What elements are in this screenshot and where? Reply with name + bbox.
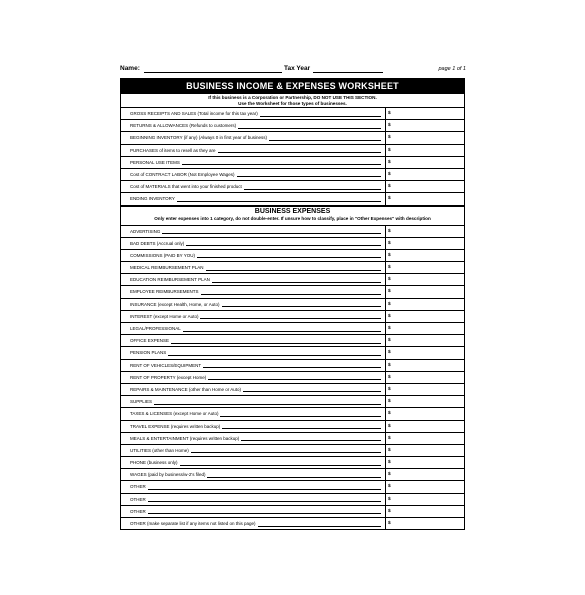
income-row — [121, 145, 464, 157]
dotted-fill-line — [177, 201, 381, 202]
note-line-2: Use the Worksheet for those types of businesses. — [238, 100, 347, 106]
dotted-fill-line — [222, 306, 381, 307]
amount-field[interactable]: $ — [388, 240, 391, 246]
dotted-fill-line — [197, 257, 381, 258]
expense-row — [121, 238, 464, 250]
expense-row-label: MEALS & ENTERTAINMENT (requires written backup) — [121, 433, 386, 444]
income-row — [121, 169, 464, 181]
dotted-fill-line — [183, 331, 381, 332]
amount-field[interactable]: $ — [388, 313, 391, 319]
amount-field[interactable]: $ — [388, 423, 391, 429]
amount-field[interactable]: $ — [388, 184, 391, 190]
expenses-title: BUSINESS EXPENSES — [254, 207, 331, 215]
expense-row-label: INTEREST (except Home or Auto) — [121, 311, 386, 322]
expense-row — [121, 433, 464, 445]
expense-row — [121, 506, 464, 518]
dotted-fill-line — [162, 233, 381, 234]
expense-row-label: INSURANCE (except Health, Home, or Auto) — [121, 299, 386, 310]
amount-field[interactable]: $ — [388, 228, 391, 234]
amount-field[interactable]: $ — [388, 386, 391, 392]
expense-row — [121, 360, 464, 372]
expense-row-label: REPAIRS & MAINTENANCE (other than Home or Auto) — [121, 384, 386, 395]
amount-field[interactable]: $ — [388, 338, 391, 344]
expense-row-label: LEGAL/PROFESSIONAL — [121, 323, 386, 334]
amount-field[interactable]: $ — [388, 508, 391, 514]
amount-field[interactable]: $ — [388, 460, 391, 466]
expense-row — [121, 286, 464, 298]
header-line — [120, 63, 466, 75]
dotted-fill-line — [258, 526, 381, 527]
amount-field[interactable]: $ — [388, 159, 391, 165]
expense-row — [121, 335, 464, 347]
dotted-fill-line — [154, 404, 381, 405]
income-row-label: PURCHASES of items to resell as they are — [121, 145, 386, 156]
expense-row-label: PENSION PLANS — [121, 347, 386, 358]
expense-row — [121, 518, 464, 530]
amount-field[interactable]: $ — [388, 171, 391, 177]
expense-row-label: RENT OF VEHICLES/EQUIPMENT — [121, 360, 386, 371]
expense-row-label: ADVERTISING — [121, 226, 386, 237]
dotted-fill-line — [148, 501, 381, 502]
amount-field[interactable]: $ — [388, 484, 391, 490]
dotted-fill-line — [148, 489, 381, 490]
dotted-fill-line — [237, 176, 381, 177]
amount-field[interactable]: $ — [388, 350, 391, 356]
income-row-label: Cost of CONTRACT LABOR (Not Employee Wages) — [121, 169, 386, 180]
tax-year-label: Tax Year — [284, 65, 311, 72]
income-row — [121, 157, 464, 169]
dotted-fill-line — [168, 355, 381, 356]
expense-row — [121, 469, 464, 481]
expense-row — [121, 372, 464, 384]
dotted-fill-line — [148, 513, 381, 514]
dotted-fill-line — [238, 128, 381, 129]
amount-field[interactable]: $ — [388, 147, 391, 153]
expense-row-label: MEDICAL REIMBURSEMENT PLAN — [121, 262, 386, 273]
income-row-label: PERSONAL USE ITEMS — [121, 157, 386, 168]
expense-row-label: TRAVEL EXPENSE (requires written backup) — [121, 421, 386, 432]
expense-row-label: SUPPLIES — [121, 396, 386, 407]
amount-field[interactable]: $ — [388, 289, 391, 295]
amount-field[interactable]: $ — [388, 411, 391, 417]
expense-row — [121, 396, 464, 408]
dotted-fill-line — [241, 440, 381, 441]
income-section — [121, 107, 464, 206]
expense-row — [121, 494, 464, 506]
expenses-header — [121, 206, 464, 226]
amount-field[interactable]: $ — [388, 123, 391, 129]
dotted-fill-line — [191, 452, 381, 453]
expense-row — [121, 347, 464, 359]
income-row-label: Cost of MATERIALS that went into your finished product — [121, 181, 386, 192]
expense-row-label: OTHER — [121, 494, 386, 505]
expense-row-label: RENT OF PROPERTY (except Home) — [121, 372, 386, 383]
expenses-section — [121, 226, 464, 531]
expense-row-label: BAD DEBTS (Accrual only) — [121, 238, 386, 249]
expense-row — [121, 299, 464, 311]
income-row-label: RETURNS & ALLOWANCES (Refunds to customers) — [121, 120, 386, 131]
dotted-fill-line — [186, 245, 381, 246]
amount-field[interactable]: $ — [388, 374, 391, 380]
expense-row-label: OFFICE EXPENSE — [121, 335, 386, 346]
amount-field[interactable]: $ — [388, 362, 391, 368]
worksheet-title: BUSINESS INCOME & EXPENSES WORKSHEET — [121, 79, 464, 94]
income-row-label: ENDING INVENTORY — [121, 193, 386, 204]
expense-row-label: TAXES & LICENSES (except Home or Auto) — [121, 408, 386, 419]
dotted-fill-line — [201, 294, 381, 295]
expense-row-label: OTHER — [121, 506, 386, 517]
tax-year-field[interactable] — [313, 72, 383, 73]
dotted-fill-line — [206, 270, 381, 271]
dotted-fill-line — [171, 343, 381, 344]
amount-field[interactable]: $ — [388, 252, 391, 258]
dotted-fill-line — [220, 416, 381, 417]
income-row-label: GROSS RECEIPTS AND SALES (Total income for this tax year) — [121, 108, 386, 119]
expense-row — [121, 262, 464, 274]
amount-field[interactable]: $ — [388, 135, 391, 141]
dotted-fill-line — [243, 391, 381, 392]
dotted-fill-line — [218, 152, 381, 153]
expense-row-label: EMPLOYEE REIMBURSEMENTS — [121, 286, 386, 297]
expense-row — [121, 384, 464, 396]
amount-field[interactable]: $ — [388, 496, 391, 502]
income-row — [121, 132, 464, 144]
dotted-fill-line — [182, 164, 381, 165]
amount-field[interactable]: $ — [388, 196, 391, 202]
expenses-description: Only enter expenses into 1 category, do not double-enter. If unsure how to classify, place in "Other Expenses" with description — [154, 215, 431, 221]
income-row-label: BEGINNING INVENTORY (if any) (Always 0 in first year of business) — [121, 132, 386, 143]
dotted-fill-line — [180, 465, 381, 466]
dotted-fill-line — [222, 428, 381, 429]
note-line-1: If this business is a Corporation or Partnership, DO NOT USE THIS SECTION. — [208, 95, 377, 100]
amount-field[interactable]: $ — [388, 277, 391, 283]
amount-field[interactable]: $ — [388, 326, 391, 331]
expense-row — [121, 274, 464, 286]
amount-field[interactable]: $ — [388, 399, 391, 405]
dotted-fill-line — [269, 140, 381, 141]
expense-row-label: WAGES (paid by business/w-2's filed) — [121, 469, 386, 480]
amount-field[interactable]: $ — [388, 435, 391, 441]
dotted-fill-line — [203, 367, 381, 368]
amount-field[interactable]: $ — [388, 111, 391, 116]
expense-row — [121, 457, 464, 469]
expense-row-label: PHONE (business only) — [121, 457, 386, 468]
dotted-fill-line — [260, 116, 381, 117]
worksheet — [120, 78, 465, 530]
dotted-fill-line — [208, 379, 381, 380]
amount-field[interactable]: $ — [388, 472, 391, 478]
income-row — [121, 108, 464, 120]
income-row — [121, 120, 464, 132]
income-row — [121, 181, 464, 193]
expense-row — [121, 481, 464, 493]
amount-field[interactable]: $ — [388, 447, 391, 453]
amount-field[interactable]: $ — [388, 265, 391, 271]
dotted-fill-line — [200, 318, 381, 319]
expense-row-label: OTHER — [121, 481, 386, 492]
expense-row — [121, 226, 464, 238]
dotted-fill-line — [244, 189, 381, 190]
name-label: Name: — [120, 65, 140, 72]
instruction-note — [121, 94, 464, 107]
expense-row — [121, 311, 464, 323]
expense-row — [121, 445, 464, 457]
expense-row — [121, 323, 464, 335]
dotted-fill-line — [207, 477, 381, 478]
expense-row — [121, 250, 464, 262]
expense-row — [121, 421, 464, 433]
expense-row — [121, 408, 464, 420]
expense-row-label: EDUCATION REIMBURSEMENT PLAN — [121, 274, 386, 285]
expense-row-label: UTILITIES (other than Home) — [121, 445, 386, 456]
name-field[interactable] — [144, 72, 282, 73]
income-row — [121, 193, 464, 205]
expense-row-label: OTHER (make separate list if any items not listed on this page) — [121, 518, 386, 529]
expense-row-label: COMMISSIONS (PAID BY YOU) — [121, 250, 386, 261]
dotted-fill-line — [212, 282, 381, 283]
amount-field[interactable]: $ — [388, 521, 391, 526]
page-number: page 1 of 1 — [438, 66, 466, 72]
amount-field[interactable]: $ — [388, 301, 391, 307]
